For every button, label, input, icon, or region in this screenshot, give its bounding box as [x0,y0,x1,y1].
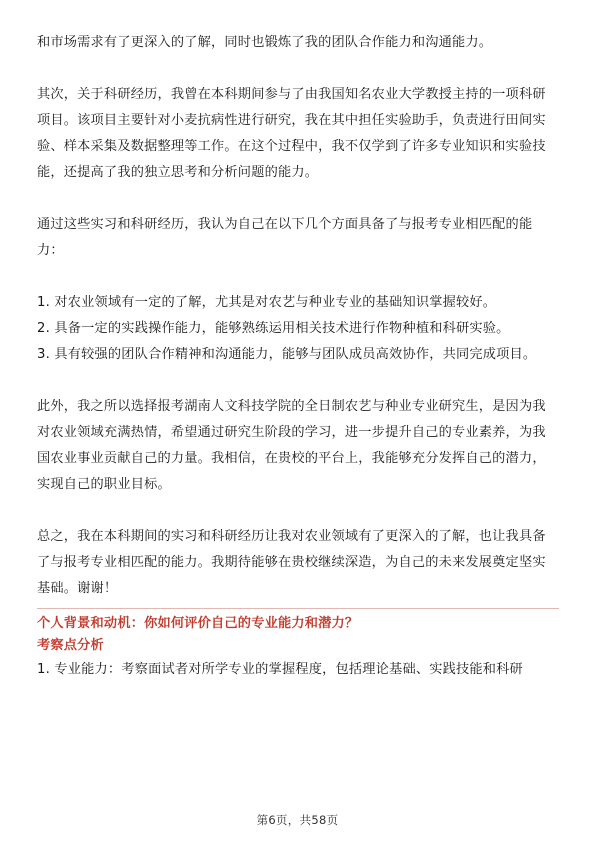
page-footer [0,812,595,828]
paragraph-1: 和市场需求有了更深入的了解，同时也锻炼了我的团队合作能力和沟通能力。 [37,35,493,50]
list-item: 3. 具有较强的团队合作精神和沟通能力，能够与团队成员高效协作，共同完成项目。 [37,347,537,362]
section-divider [37,608,559,609]
paragraph-gap [37,368,559,394]
paragraph-4: 此外，我之所以选择报考湖南人文科技学院的全日制农艺与种业专业研究生，是因为我对农业领域充满热情，希望通过研究生阶段的学习，进一步提升自己的专业素养，为我国农业事业贡献自己的力量。我相信，在贵校的平台上，我能够充分发挥自己的潜力，实现自己的职业目标。 [37,399,546,492]
paragraph-gap [37,186,559,212]
paragraph-gap [37,498,559,524]
page-number: 第6页，共58页 [256,813,339,827]
analysis-line: 1. 专业能力：考察面试者对所学专业的掌握程度，包括理论基础、实践技能和科研 [37,662,523,677]
paragraph-5: 总之，我在本科期间的实习和科研经历让我对农业领域有了更深入的了解，也让我具备了与报考专业相匹配的能力。我期待能够在贵校继续深造，为自己的未来发展奠定坚实基础。谢谢！ [37,529,546,596]
paragraph-gap [37,264,559,290]
paragraph-gap [37,56,559,82]
subsection-title: 考察点分析 [37,638,104,653]
section-title: 个人背景和动机：你如何评价自己的专业能力和潜力？ [37,616,359,631]
document-body [37,30,559,683]
list-item: 1. 对农业领域有一定的了解，尤其是对农艺与种业专业的基础知识掌握较好。 [37,295,497,310]
list-item: 2. 具备一定的实践操作能力，能够熟练运用相关技术进行作物种植和科研实验。 [37,321,510,336]
paragraph-2: 其次，关于科研经历，我曾在本科期间参与了由我国知名农业大学教授主持的一项科研项目。该项目主要针对小麦抗病性进行研究，我在其中担任实验助手，负责进行田间实验、样本采集及数据整理等工作。在这个过程中，我不仅学到了许多专业知识和实验技能，还提高了我的独立思考和分析问题的能力。 [37,87,546,180]
paragraph-3: 通过这些实习和科研经历，我认为自己在以下几个方面具备了与报考专业相匹配的能力： [37,217,533,258]
